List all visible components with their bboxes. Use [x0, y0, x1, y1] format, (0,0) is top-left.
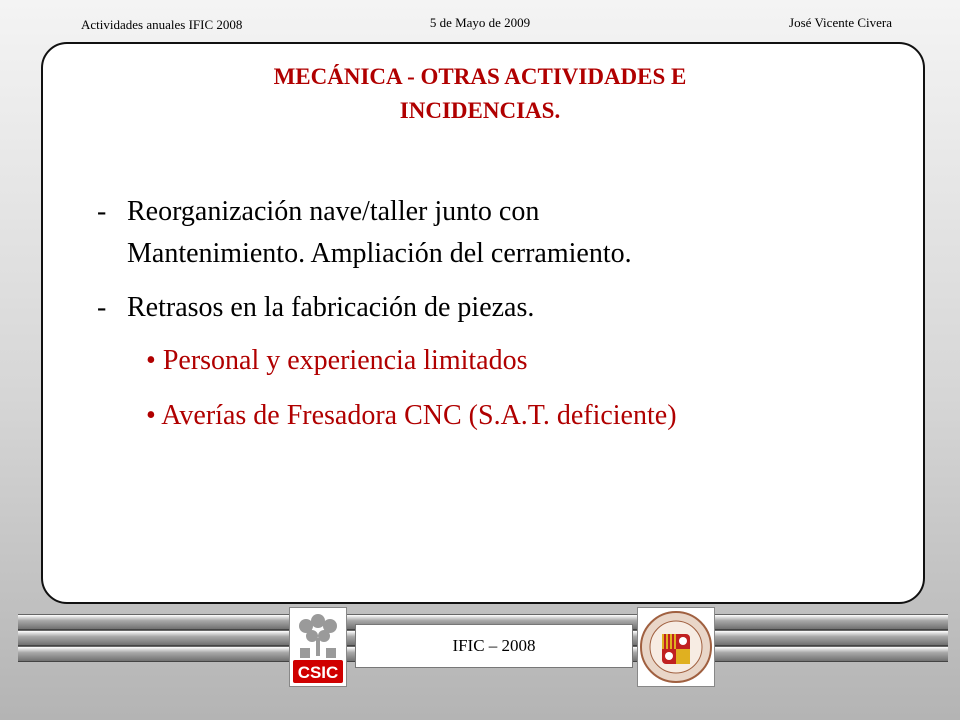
sub-bullet-1-text: Personal y experiencia limitados	[162, 345, 528, 376]
csic-logo	[289, 607, 347, 687]
slide-title-line1: MECÁNICA - OTRAS ACTIVIDADES E	[273, 64, 687, 89]
university-seal	[637, 607, 715, 687]
dash-marker: -	[97, 292, 107, 323]
university-seal-icon	[638, 608, 714, 686]
footer-label: IFIC – 2008	[355, 624, 633, 668]
header-author: José Vicente Civera	[789, 15, 892, 30]
slide-title-line2: INCIDENCIAS.	[399, 98, 561, 123]
slide-title	[150, 60, 810, 128]
bullet-item-2-text: Retrasos en la fabricación de piezas.	[127, 292, 535, 323]
csic-logo-text: CSIC	[297, 663, 339, 682]
sub-bullet-1	[146, 345, 527, 377]
sub-bullet-2-text: Averías de Fresadora CNC (S.A.T. deficiente)	[161, 400, 677, 431]
csic-emblem-icon	[290, 608, 346, 686]
bullet-item-1-continuation: Mantenimiento. Ampliación del cerramiento.	[127, 238, 632, 269]
header-left-text: Actividades anuales IFIC 2008	[81, 17, 243, 32]
bullet-dot: •	[146, 400, 156, 431]
bullet-item-1	[97, 196, 539, 228]
sub-bullet-2	[146, 400, 677, 432]
bullet-dot: •	[146, 345, 156, 376]
header-date: 5 de Mayo de 2009	[429, 15, 531, 30]
bullet-item-1-line1: Reorganización nave/taller junto con	[127, 196, 540, 227]
dash-marker: -	[97, 196, 107, 227]
bullet-item-2	[97, 292, 534, 324]
